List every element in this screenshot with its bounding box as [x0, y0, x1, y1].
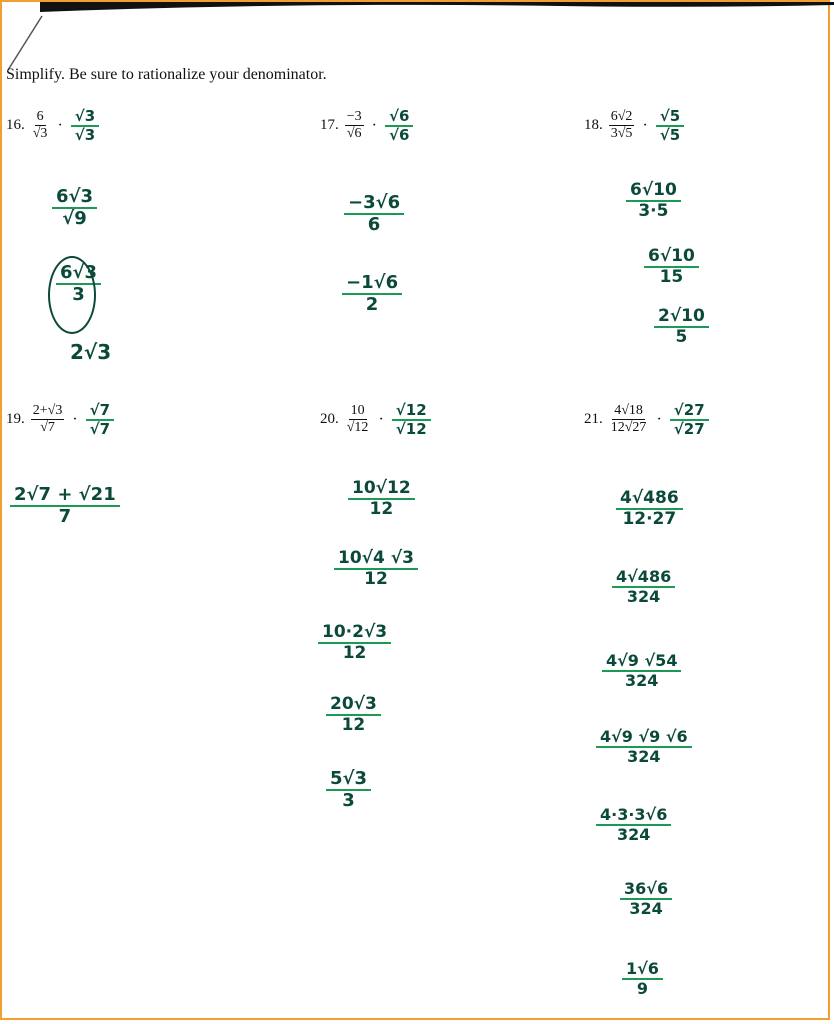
- multiplier-fraction: $\frac{√27}{√27}$: [670, 402, 709, 437]
- step: $\frac{10√12}{12}$: [348, 478, 415, 518]
- problem-number: 20.: [320, 411, 339, 427]
- problem-19: [6, 402, 114, 437]
- multiplier-fraction: $\frac{√7}{√7}$: [86, 402, 114, 437]
- instructions: Simplify. Be sure to rationalize your denominator.: [6, 66, 327, 83]
- scan-shadow: [0, 2, 834, 16]
- problem-18: [584, 108, 684, 143]
- given-fraction: $\frac{6}{√3}$: [32, 108, 48, 141]
- given-fraction: $\frac{-3}{√6}$: [346, 108, 362, 141]
- problem-16: [6, 108, 99, 143]
- multiplier-fraction: $\frac{√12}{√12}$: [392, 402, 431, 437]
- problem-21: [584, 402, 709, 437]
- circle-annotation: [48, 256, 96, 334]
- step: $\frac{-3√6}{6}$: [344, 192, 404, 235]
- step: $\frac{5√3}{3}$: [326, 768, 371, 811]
- step: $\frac{6√3}{3}$: [56, 262, 101, 305]
- multiply-dot: ·: [642, 116, 648, 134]
- step: $\frac{36√6}{324}$: [620, 880, 672, 917]
- multiply-dot: ·: [656, 410, 662, 428]
- scan-corner-mark: [4, 14, 44, 74]
- problem-head: [584, 108, 684, 143]
- problem-20: [320, 402, 431, 437]
- answer: 2√3: [70, 340, 112, 364]
- step: $\frac{20√3}{12}$: [326, 694, 381, 734]
- multiply-dot: ·: [57, 116, 63, 134]
- step: $\frac{4√9 √54}{324}$: [602, 652, 681, 689]
- step: $\frac{6√10}{15}$: [644, 246, 699, 286]
- multiplier-fraction: $\frac{√3}{√3}$: [71, 108, 99, 143]
- multiplier-fraction: $\frac{√5}{√5}$: [656, 108, 684, 143]
- problem-head: [584, 402, 709, 437]
- problem-head: [6, 108, 99, 143]
- step: $\frac{10\cdot 2√3}{12}$: [318, 622, 391, 662]
- step: $\frac{2√10}{5}$: [654, 306, 709, 346]
- step: $\frac{-1√6}{2}$: [342, 272, 402, 315]
- multiply-dot: ·: [378, 410, 384, 428]
- multiplier-fraction: $\frac{√6}{√6}$: [385, 108, 413, 143]
- given-fraction: $\frac{4√18}{12√27}$: [610, 402, 647, 435]
- given-fraction: $\frac{6√2}{3√5}$: [610, 108, 633, 141]
- problem-17: [320, 108, 413, 143]
- given-fraction: $\frac{2+√3}{√7}$: [32, 402, 63, 435]
- step: $\frac{4√9 √9 √6}{324}$: [596, 728, 692, 765]
- problem-head: [320, 402, 431, 437]
- problem-number: 19.: [6, 411, 25, 427]
- problem-number: 16.: [6, 117, 25, 133]
- step: $\frac{1√6}{9}$: [622, 960, 663, 997]
- problem-head: [320, 108, 413, 143]
- problem-number: 21.: [584, 411, 603, 427]
- problem-number: 18.: [584, 117, 603, 133]
- step: $\frac{2√7 + √21}{7}$: [10, 484, 120, 527]
- multiply-dot: ·: [72, 410, 78, 428]
- problem-head: [6, 402, 114, 437]
- multiply-dot: ·: [371, 116, 377, 134]
- step: $\frac{10√4 √3}{12}$: [334, 548, 418, 588]
- problem-number: 17.: [320, 117, 339, 133]
- step: $\frac{4\cdot 3\cdot 3√6}{324}$: [596, 806, 671, 843]
- step: $\frac{6√3}{√9}$: [52, 186, 97, 229]
- step: $\frac{4√486}{12\cdot 27}$: [616, 488, 683, 528]
- step: $\frac{4√486}{324}$: [612, 568, 675, 605]
- given-fraction: $\frac{10}{√12}$: [346, 402, 369, 435]
- step: $\frac{6√10}{3\cdot 5}$: [626, 180, 681, 220]
